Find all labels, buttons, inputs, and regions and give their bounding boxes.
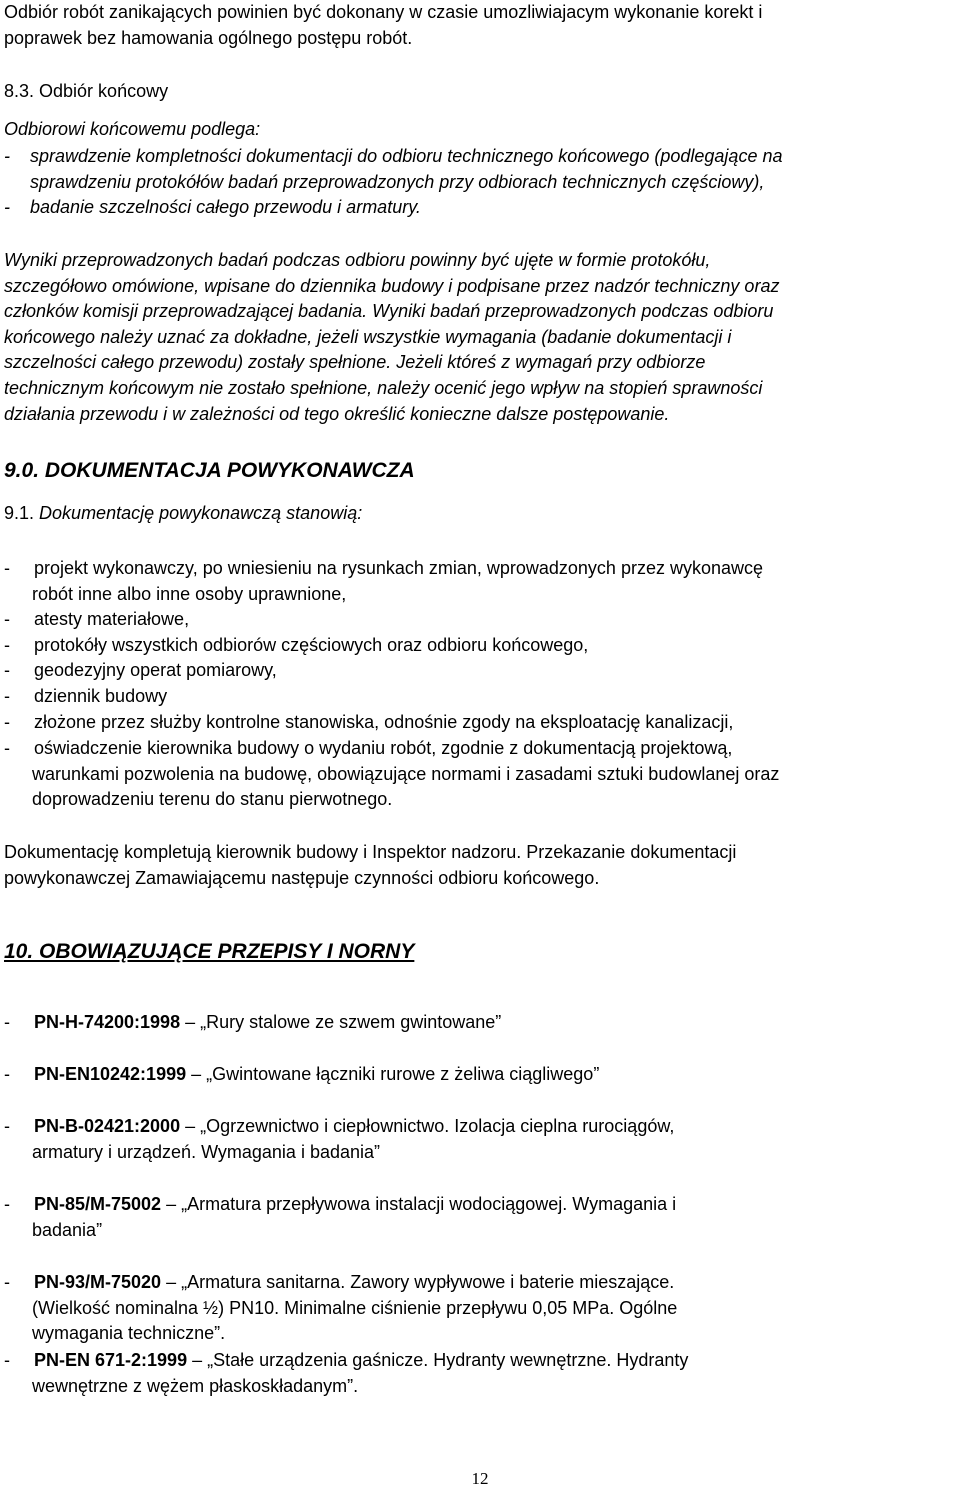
list-item: - atesty materiałowe, bbox=[4, 607, 956, 633]
list-item: - oświadczenie kierownika budowy o wydaniu robót, zgodnie z dokumentacją projektową, warunkami pozwolenia na budowę, obowiązujące normami i zasadami sztuki budowlanej oraz doprowadzeniu terenu do stanu pierwotnego. bbox=[4, 736, 956, 813]
norm-separator: – bbox=[166, 1194, 177, 1214]
section-9-1-subheading bbox=[4, 501, 956, 527]
norm-code: PN-B-02421:2000 bbox=[34, 1116, 181, 1136]
subheading-text: Dokumentację powykonawczą stanowią: bbox=[39, 503, 363, 523]
norm-title: „Armatura sanitarna. Zawory wypływowe i baterie mieszające. bbox=[181, 1272, 675, 1292]
section-8-3-paragraph bbox=[4, 248, 956, 427]
subheading-number: 9.1. bbox=[4, 503, 35, 523]
text-line: poprawek bez hamowania ogólnego postępu robót. bbox=[4, 27, 413, 48]
text-line: projekt wykonawczy, po wniesieniu na rysunkach zmian, wprowadzonych przez wykonawcę bbox=[34, 558, 763, 578]
list-item: - sprawdzenie kompletności dokumentacji do odbioru technicznego końcowego (podlegające na sprawdzeniu protokółów badań przeprowadzonych przy odbiorach technicznych częściowy), bbox=[4, 144, 956, 195]
norm-separator: – bbox=[166, 1272, 177, 1292]
text-line: (Wielkość nominalna ½) PN10. Minimalne ciśnienie przepływu 0,05 MPa. Ogólne bbox=[32, 1297, 678, 1318]
norm-code: PN-H-74200:1998 bbox=[34, 1012, 181, 1032]
text-line: wewnętrzne z wężem płaskoskładanym”. bbox=[32, 1375, 359, 1396]
text-line: badanie szczelności całego przewodu i armatury. bbox=[30, 197, 421, 217]
norm-separator: – bbox=[185, 1116, 196, 1136]
text-line: warunkami pozwolenia na budowę, obowiązujące normami i zasadami sztuki budowlanej oraz bbox=[32, 763, 780, 784]
text-line: robót inne albo inne osoby uprawnione, bbox=[32, 583, 347, 604]
text-line: działania przewodu i w zależności od tego określić konieczne dalsze postępowanie. bbox=[4, 403, 670, 424]
list-item: - projekt wykonawczy, po wniesieniu na rysunkach zmian, wprowadzonych przez wykonawcę robót inne albo inne osoby uprawnione, bbox=[4, 556, 956, 607]
text-line: atesty materiałowe, bbox=[34, 609, 190, 629]
section-8-3-lead: Odbiorowi końcowemu podlega: bbox=[4, 119, 261, 139]
page-number: 12 bbox=[471, 1469, 489, 1488]
intro-paragraph bbox=[4, 0, 956, 51]
norm-code: PN-EN10242:1999 bbox=[34, 1064, 187, 1084]
norm-item: - PN-EN 671-2:1999 – „Stałe urządzenia gaśnicze. Hydranty wewnętrzne. Hydranty wewnętrzne z wężem płaskoskładanym”. bbox=[4, 1348, 956, 1399]
norm-code: PN-85/M-75002 bbox=[34, 1194, 162, 1214]
text-line: dziennik budowy bbox=[34, 686, 168, 706]
text-line: powykonawczej Zamawiającemu następuje czynności odbioru końcowego. bbox=[4, 867, 600, 888]
text-line: członków komisji przeprowadzającej badania. Wyniki badań przeprowadzonych podczas odbioru bbox=[4, 301, 774, 322]
text-line: technicznym końcowym nie zostało spełnione, należy ocenić jego wpływ na stopień sprawności bbox=[4, 377, 763, 398]
list-item: - geodezyjny operat pomiarowy, bbox=[4, 658, 956, 684]
text-line: Dokumentację kompletują kierownik budowy i Inspektor nadzoru. Przekazanie dokumentacji bbox=[4, 842, 737, 862]
text-line: wymagania techniczne”. bbox=[32, 1323, 226, 1344]
section-10-heading: 10. OBOWIĄZUJĄCE PRZEPISY I NORNY bbox=[4, 940, 415, 963]
text-line: protokóły wszystkich odbiorów częściowych oraz odbioru końcowego, bbox=[34, 635, 589, 655]
text-line: szczelności całego przewodu) zostały spełnione. Jeżeli któreś z wymagań przy odbiorze bbox=[4, 352, 706, 373]
text-line: badania” bbox=[32, 1219, 103, 1240]
list-item: - badanie szczelności całego przewodu i armatury. bbox=[4, 195, 956, 221]
norm-item: - PN-EN10242:1999 – „Gwintowane łączniki rurowe z żeliwa ciągliwego” bbox=[4, 1064, 600, 1084]
text-line: Wyniki przeprowadzonych badań podczas odbioru powinny być ujęte w formie protokółu, bbox=[4, 250, 711, 270]
text-line: Odbiór robót zanikających powinien być dokonany w czasie umozliwiajacym wykonanie korekt i bbox=[4, 2, 763, 22]
norm-separator: – bbox=[192, 1350, 203, 1370]
text-line: armatury i urządzeń. Wymagania i badania” bbox=[32, 1141, 381, 1162]
norm-item: - PN-B-02421:2000 – „Ogrzewnictwo i ciepłownictwo. Izolacja cieplna rurociągów, armatury i urządzeń. Wymagania i badania” bbox=[4, 1114, 956, 1165]
section-9-closing-paragraph bbox=[4, 840, 956, 891]
list-item: - złożone przez służby kontrolne stanowiska, odnośnie zgody na eksploatację kanalizacji, bbox=[4, 710, 956, 736]
norm-title: „Ogrzewnictwo i ciepłownictwo. Izolacja cieplna rurociągów, bbox=[200, 1116, 675, 1136]
norm-separator: – bbox=[185, 1012, 196, 1032]
norm-item: - PN-H-74200:1998 – „Rury stalowe ze szwem gwintowane” bbox=[4, 1012, 502, 1032]
norm-title: „Armatura przepływowa instalacji wodociągowej. Wymagania i bbox=[181, 1194, 677, 1214]
text-line: doprowadzeniu terenu do stanu pierwotnego. bbox=[32, 789, 393, 810]
text-line: końcowego należy uznać za dokładne, jeżeli wszystkie wymagania (badanie dokumentacji i bbox=[4, 326, 732, 347]
norm-separator: – bbox=[191, 1064, 202, 1084]
text-line: sprawdzeniu protokółów badań przeprowadzonych przy odbiorach technicznych częściowy), bbox=[30, 171, 765, 192]
text-line: sprawdzenie kompletności dokumentacji do odbioru technicznego końcowego (podlegające na bbox=[30, 146, 783, 166]
section-8-3-title: 8.3. Odbiór końcowy bbox=[4, 81, 169, 101]
norm-title: „Rury stalowe ze szwem gwintowane” bbox=[200, 1012, 502, 1032]
text-line: złożone przez służby kontrolne stanowiska, odnośnie zgody na eksploatację kanalizacji, bbox=[34, 712, 734, 732]
text-line: oświadczenie kierownika budowy o wydaniu robót, zgodnie z dokumentacją projektową, bbox=[34, 738, 733, 758]
norm-item: - PN-93/M-75020 – „Armatura sanitarna. Zawory wypływowe i baterie mieszające. (Wielkość nominalna ½) PN10. Minimalne ciśnienie przepływu 0,05 MPa. Ogólne wymagania techniczne”. bbox=[4, 1270, 956, 1347]
list-item: - protokóły wszystkich odbiorów częściowych oraz odbioru końcowego, bbox=[4, 633, 956, 659]
norm-item: - PN-85/M-75002 – „Armatura przepływowa instalacji wodociągowej. Wymagania i badania” bbox=[4, 1192, 956, 1243]
text-line: szczegółowo omówione, wpisane do dziennika budowy i podpisane przez nadzór techniczny oraz bbox=[4, 275, 780, 296]
norm-code: PN-EN 671-2:1999 bbox=[34, 1350, 188, 1370]
norm-title: „Stałe urządzenia gaśnicze. Hydranty wewnętrzne. Hydranty bbox=[207, 1350, 689, 1370]
norm-title: „Gwintowane łączniki rurowe z żeliwa ciągliwego” bbox=[206, 1064, 600, 1084]
norm-code: PN-93/M-75020 bbox=[34, 1272, 162, 1292]
text-line: geodezyjny operat pomiarowy, bbox=[34, 660, 277, 680]
list-item: - dziennik budowy bbox=[4, 684, 956, 710]
section-9-heading: 9.0. DOKUMENTACJA POWYKONAWCZA bbox=[4, 459, 415, 482]
